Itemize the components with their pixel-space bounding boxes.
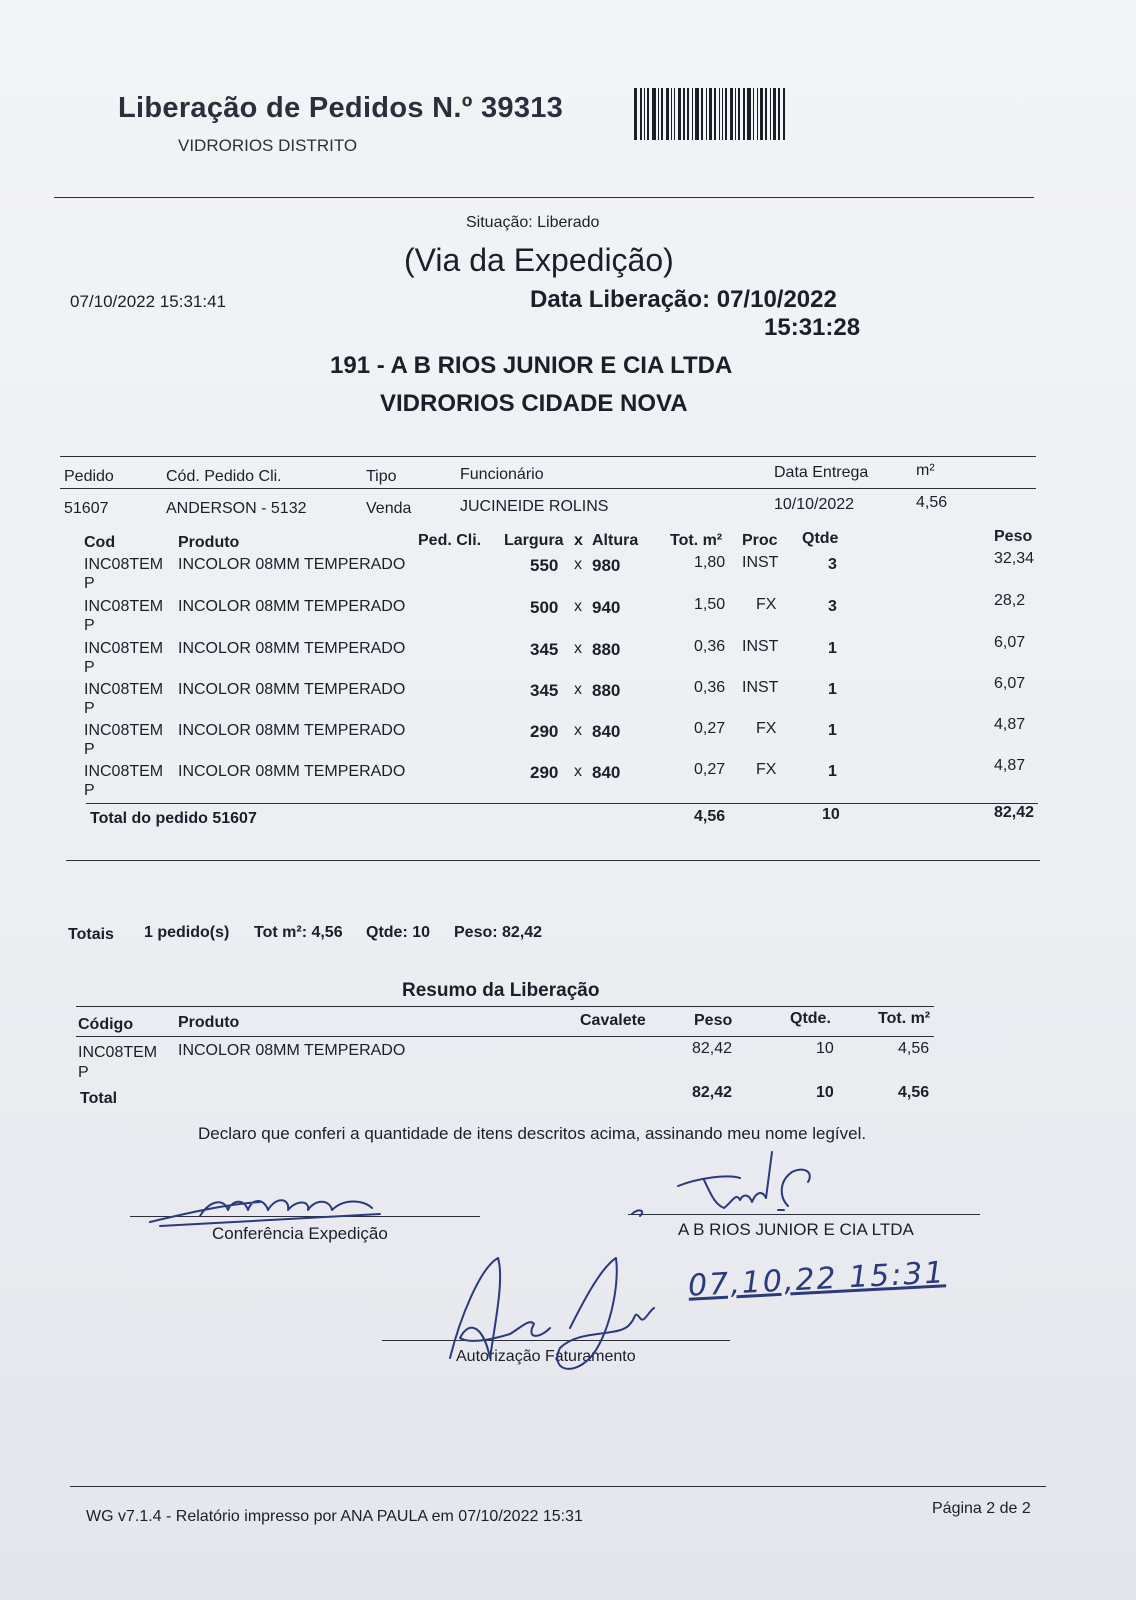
barcode-bar [714,88,716,140]
order-header-tipo: Tipo [366,468,397,485]
barcode-bar [687,88,689,140]
item-x: x [574,640,582,657]
item-x: x [574,556,582,573]
divider [54,197,1034,198]
item-tot-m2: 0,27 [694,720,726,737]
item-tot-m2: 0,27 [694,761,726,778]
summary-header-peso: Peso [694,1012,733,1029]
order-header-pedido: Pedido [64,468,114,485]
item-peso: 28,2 [994,592,1026,609]
item-cod-line2: P [84,575,95,592]
summary-total-peso: 82,42 [692,1084,733,1101]
signature-label-client: A B RIOS JUNIOR E CIA LTDA [678,1220,914,1239]
item-produto: INCOLOR 08MM TEMPERADO [178,722,406,739]
item-qtde: 3 [828,556,837,573]
barcode-bar [760,88,763,140]
item-altura: 880 [592,640,621,659]
item-cod-line2: P [84,659,95,676]
summary-produto: INCOLOR 08MM TEMPERADO [178,1042,406,1059]
barcode-bar [701,88,703,140]
item-cod: INC08TEM [84,640,164,657]
item-produto: INCOLOR 08MM TEMPERADO [178,556,406,573]
summary-qtde: 10 [816,1040,834,1057]
item-proc: FX [756,720,777,737]
item-x: x [574,681,582,698]
barcode-bar [743,88,745,140]
item-cod: INC08TEM [84,681,164,698]
summary-title: Resumo da Liberação [402,980,600,1001]
item-tot-m2: 1,50 [694,596,726,613]
item-largura: 290 [530,722,559,741]
summary-cod-line2: P [78,1064,89,1081]
divider [60,456,1036,457]
totals-label: Totais [68,926,114,943]
order-total-m2: 4,56 [694,808,726,825]
item-x: x [574,722,582,739]
barcode-bar [765,88,767,140]
barcode-bar [683,88,685,140]
item-altura: 940 [592,598,621,617]
item-qtde: 3 [828,598,837,615]
item-cod: INC08TEM [84,598,164,615]
barcode-bar [783,88,785,140]
order-header-cod-cli: Cód. Pedido Cli. [166,468,282,485]
order-header-funcionario: Funcionário [460,466,544,483]
item-proc: INST [742,638,779,655]
divider [60,488,1036,489]
item-largura: 290 [530,763,559,782]
order-header-data-entrega: Data Entrega [774,464,869,481]
totals-peso: Peso: 82,42 [454,924,543,941]
summary-header-codigo: Código [78,1016,134,1033]
divider [86,803,1038,804]
item-cod-line2: P [84,741,95,758]
barcode-bar [634,88,637,140]
item-proc: INST [742,679,779,696]
barcode [634,88,808,140]
barcode-bar [692,88,693,140]
barcode-bar [652,88,656,140]
items-header-ped-cli: Ped. Cli. [418,532,482,549]
item-altura: 840 [592,722,621,741]
items-header-largura: Largura [504,532,564,549]
item-produto: INCOLOR 08MM TEMPERADO [178,640,406,657]
items-header-proc: Proc [742,532,778,549]
items-header-x: x [574,532,583,549]
items-header-peso: Peso [994,528,1033,545]
client-store: VIDRORIOS CIDADE NOVA [380,390,688,417]
print-timestamp: 07/10/2022 15:31:41 [70,292,226,311]
item-cod: INC08TEM [84,556,164,573]
barcode-bar [770,88,771,140]
item-cod-line2: P [84,700,95,717]
item-altura: 880 [592,681,621,700]
release-date: Data Liberação: 07/10/2022 [530,286,837,313]
summary-total-label: Total [80,1090,118,1107]
items-header-tot-m2: Tot. m² [670,532,723,549]
item-peso: 6,07 [994,675,1026,692]
document-title: Liberação de Pedidos N.º 39313 [118,92,564,124]
item-altura: 840 [592,763,621,782]
order-total-label: Total do pedido 51607 [90,810,257,827]
divider [76,1036,934,1037]
footer-page-number: Página 2 de 2 [932,1500,1031,1517]
item-proc: FX [756,596,777,613]
barcode-bar [666,88,669,140]
signature-conferencia-scribble [140,1180,400,1240]
item-altura: 980 [592,556,621,575]
item-qtde: 1 [828,681,837,698]
summary-cod-line1: INC08TEM [78,1044,158,1061]
barcode-bar [725,88,727,140]
divider [76,1006,934,1007]
item-qtde: 1 [828,722,837,739]
barcode-bar [709,88,712,140]
barcode-bar [747,88,751,140]
item-largura: 345 [530,681,559,700]
barcode-bar [738,88,740,140]
item-proc: INST [742,554,779,571]
item-x: x [574,598,582,615]
item-peso: 6,07 [994,634,1026,651]
items-header-altura: Altura [592,532,639,549]
order-total-qtde: 10 [822,806,840,823]
item-x: x [574,763,582,780]
item-produto: INCOLOR 08MM TEMPERADO [178,681,406,698]
totals-pedidos: 1 pedido(s) [144,924,230,941]
barcode-bar [730,88,733,140]
item-cod: INC08TEM [84,763,164,780]
barcode-bar [778,88,780,140]
item-proc: FX [756,761,777,778]
summary-header-qtde: Qtde. [790,1010,831,1027]
item-largura: 500 [530,598,559,617]
client-name: 191 - A B RIOS JUNIOR E CIA LTDA [330,352,733,379]
release-time: 15:31:28 [764,314,861,341]
summary-header-produto: Produto [178,1014,240,1031]
item-produto: INCOLOR 08MM TEMPERADO [178,763,406,780]
signature-label-conferencia: Conferência Expedição [212,1224,388,1243]
order-value-data-entrega: 10/10/2022 [774,496,855,513]
declaration-text: Declaro que conferi a quantidade de itens descritos acima, assinando meu nome legível. [198,1124,867,1143]
summary-peso: 82,42 [692,1040,733,1057]
summary-total-qtde: 10 [816,1084,834,1101]
item-largura: 550 [530,556,559,575]
item-peso: 4,87 [994,716,1026,733]
barcode-bar [644,88,645,140]
company-name: VIDRORIOS DISTRITO [178,136,358,155]
summary-total-tot-m2: 4,56 [898,1084,930,1101]
item-cod-line2: P [84,782,95,799]
totals-m2: Tot m²: 4,56 [254,924,343,941]
barcode-bar [647,88,649,140]
via-label: (Via da Expedição) [404,242,674,278]
order-total-peso: 82,42 [994,804,1035,821]
status-text: Situação: Liberado [466,214,600,231]
items-header-produto: Produto [178,534,240,551]
order-header-m2: m² [916,462,935,479]
signature-label-autorizacao: Autorização Faturamento [456,1348,636,1365]
order-value-tipo: Venda [366,500,412,517]
order-value-cod-cli: ANDERSON - 5132 [166,500,307,517]
barcode-bar [671,88,672,140]
footer-divider [70,1486,1046,1487]
barcode-bar [753,88,754,140]
summary-header-cavalete: Cavalete [580,1012,646,1029]
barcode-bar [678,88,681,140]
order-value-funcionario: JUCINEIDE ROLINS [460,498,609,515]
summary-header-tot-m2: Tot. m² [878,1010,931,1027]
signature-client-scribble [628,1152,848,1222]
item-largura: 345 [530,640,559,659]
item-cod-line2: P [84,617,95,634]
totals-qtde: Qtde: 10 [366,924,431,941]
barcode-bar [773,88,776,140]
item-peso: 32,34 [994,550,1035,567]
divider [66,860,1040,861]
item-tot-m2: 1,80 [694,554,726,571]
summary-tot-m2: 4,56 [898,1040,930,1057]
barcode-bar [735,88,736,140]
footer-printed-by: WG v7.1.4 - Relatório impresso por ANA PAULA em 07/10/2022 15:31 [86,1508,583,1525]
item-tot-m2: 0,36 [694,638,726,655]
items-header-cod: Cod [84,534,116,551]
order-value-pedido: 51607 [64,500,109,517]
barcode-bar [722,88,723,140]
item-qtde: 1 [828,763,837,780]
item-produto: INCOLOR 08MM TEMPERADO [178,598,406,615]
barcode-bar [695,88,699,140]
item-cod: INC08TEM [84,722,164,739]
barcode-bar [661,88,663,140]
signature-autorizacao-scribble [430,1248,690,1378]
barcode-bar [757,88,758,140]
barcode-bar [640,88,642,140]
item-qtde: 1 [828,640,837,657]
items-header-qtde: Qtde [802,530,839,547]
item-tot-m2: 0,36 [694,679,726,696]
barcode-bar [706,88,707,140]
barcode-bar [658,88,659,140]
handwritten-date: 07,10,22 15:31 [687,1255,947,1304]
order-value-m2: 4,56 [916,494,948,511]
barcode-bar [674,88,675,140]
item-peso: 4,87 [994,757,1026,774]
barcode-bar [719,88,720,140]
